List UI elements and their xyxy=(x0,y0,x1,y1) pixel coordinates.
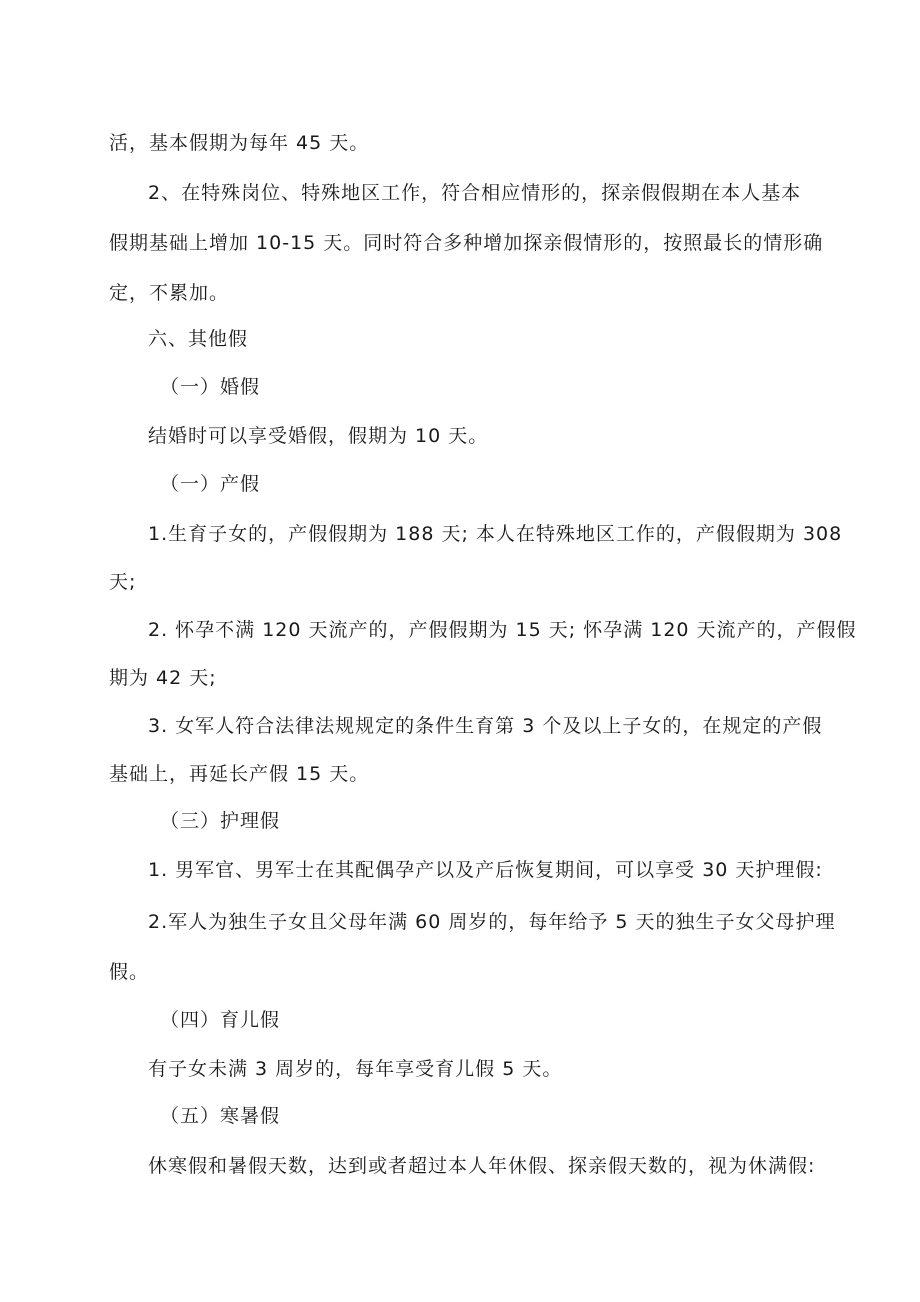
subsection-heading: （三）护理假 xyxy=(160,810,281,832)
paragraph-line: 定，不累加。 xyxy=(109,282,230,304)
paragraph-line: 天; xyxy=(109,571,137,593)
paragraph-line: 活，基本假期为每年 45 天。 xyxy=(109,132,370,154)
paragraph-line: 基础上，再延长产假 15 天。 xyxy=(109,763,370,785)
paragraph-line: 期为 42 天; xyxy=(109,667,217,689)
paragraph-line: 假期基础上增加 10-15 天。同时符合多种增加探亲假情形的，按照最长的情形确 xyxy=(109,232,824,254)
paragraph-line: 有子女未满 3 周岁的，每年享受育儿假 5 天。 xyxy=(148,1058,563,1080)
subsection-heading: （五）寒暑假 xyxy=(160,1105,281,1127)
subsection-heading: （四）育儿假 xyxy=(160,1009,281,1031)
paragraph-line: 结婚时可以享受婚假，假期为 10 天。 xyxy=(148,425,489,447)
paragraph-line: 3. 女军人符合法律法规规定的条件生育第 3 个及以上子女的，在规定的产假 xyxy=(148,715,823,737)
paragraph-line: 2.军人为独生子女且父母年满 60 周岁的，每年给予 5 天的独生子女父母护理 xyxy=(148,911,836,933)
paragraph-line: 假。 xyxy=(109,961,150,983)
paragraph-line: 2、在特殊岗位、特殊地区工作，符合相应情形的，探亲假假期在本人基本 xyxy=(148,182,802,204)
subsection-heading: （一）婚假 xyxy=(160,376,261,398)
paragraph-line: 1. 男军官、男军士在其配偶孕产以及产后恢复期间，可以享受 30 天护理假: xyxy=(148,859,823,881)
section-heading: 六、其他假 xyxy=(148,328,249,350)
subsection-heading: （一）产假 xyxy=(160,473,261,495)
paragraph-line: 休寒假和暑假天数，达到或者超过本人年休假、探亲假天数的，视为休满假: xyxy=(148,1155,816,1177)
paragraph-line: 2. 怀孕不满 120 天流产的，产假假期为 15 天; 怀孕满 120 天流产的，产假假 xyxy=(148,619,857,641)
paragraph-line: 1.生育子女的，产假假期为 188 天; 本人在特殊地区工作的，产假假期为 308 xyxy=(148,523,843,545)
